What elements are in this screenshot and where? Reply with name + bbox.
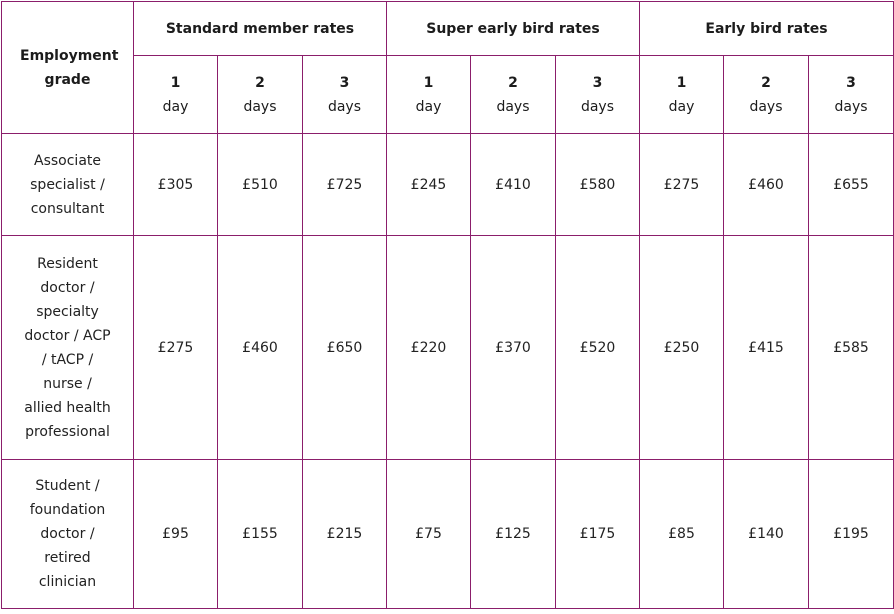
duration-header: 3 days <box>556 56 640 134</box>
price-cell: £520 <box>556 236 640 460</box>
price-cell: £245 <box>387 134 471 236</box>
price-cell: £275 <box>134 236 218 460</box>
group-header-row <box>2 2 894 56</box>
price-cell: £215 <box>303 460 387 609</box>
price-cell: £95 <box>134 460 218 609</box>
price-cell: £140 <box>724 460 809 609</box>
price-cell: £725 <box>303 134 387 236</box>
price-cell: £275 <box>640 134 724 236</box>
duration-header: 1 day <box>640 56 724 134</box>
price-cell: £410 <box>471 134 556 236</box>
price-cell: £460 <box>724 134 809 236</box>
rates-table <box>1 1 894 609</box>
price-cell: £650 <box>303 236 387 460</box>
duration-header: 1 day <box>387 56 471 134</box>
table-row <box>2 460 894 609</box>
grade-cell: Associate specialist / consultant <box>2 134 134 236</box>
table-row <box>2 134 894 236</box>
duration-header: 2 days <box>471 56 556 134</box>
employment-grade-header: Employment grade <box>2 2 134 134</box>
grade-cell: Student / foundation doctor / retired clinician <box>2 460 134 609</box>
early-bird-rates-header: Early bird rates <box>640 2 894 56</box>
price-cell: £125 <box>471 460 556 609</box>
price-cell: £585 <box>809 236 894 460</box>
price-cell: £415 <box>724 236 809 460</box>
super-early-bird-rates-header: Super early bird rates <box>387 2 640 56</box>
price-cell: £220 <box>387 236 471 460</box>
table-row <box>2 236 894 460</box>
price-cell: £175 <box>556 460 640 609</box>
price-cell: £305 <box>134 134 218 236</box>
duration-header: 3 days <box>809 56 894 134</box>
price-cell: £195 <box>809 460 894 609</box>
standard-member-rates-header: Standard member rates <box>134 2 387 56</box>
duration-header: 2 days <box>724 56 809 134</box>
duration-header: 2 days <box>218 56 303 134</box>
price-cell: £510 <box>218 134 303 236</box>
price-cell: £155 <box>218 460 303 609</box>
price-cell: £655 <box>809 134 894 236</box>
price-cell: £370 <box>471 236 556 460</box>
duration-header: 1 day <box>134 56 218 134</box>
grade-cell: Resident doctor / specialty doctor / ACP / tACP / nurse / allied health professional <box>2 236 134 460</box>
duration-header-row <box>2 56 894 134</box>
price-cell: £75 <box>387 460 471 609</box>
price-cell: £250 <box>640 236 724 460</box>
price-cell: £580 <box>556 134 640 236</box>
price-cell: £85 <box>640 460 724 609</box>
price-cell: £460 <box>218 236 303 460</box>
duration-header: 3 days <box>303 56 387 134</box>
